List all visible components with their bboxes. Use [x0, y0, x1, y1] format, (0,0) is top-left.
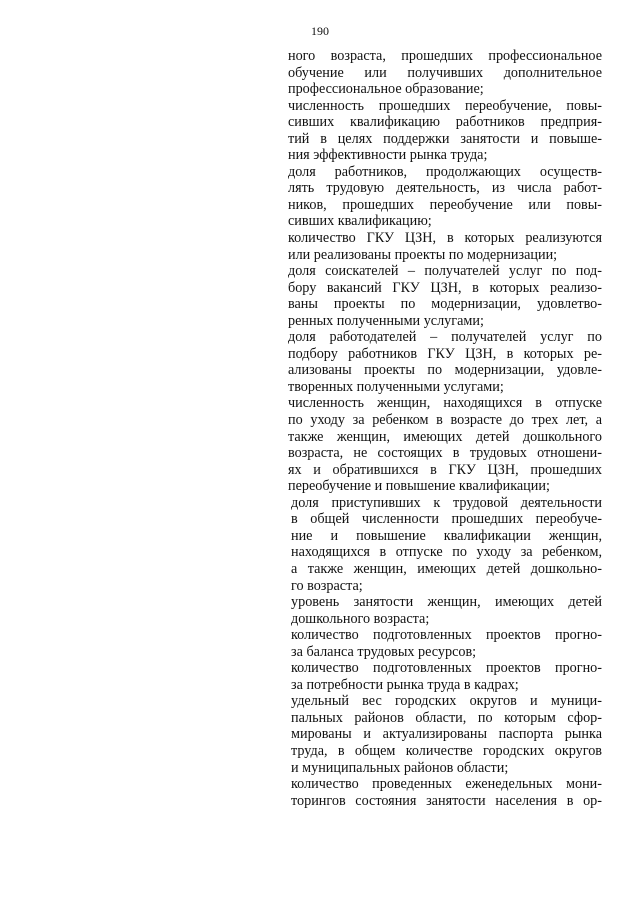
text-line: труда, в общем количестве городских округов [291, 742, 602, 759]
text-line: количество подготовленных проектов прогно- [291, 627, 602, 644]
text-line: количество ГКУ ЦЗН, в которых реализуются [288, 230, 602, 247]
text-line: доля работников, продолжающих осуществ- [288, 163, 602, 180]
document-body [288, 48, 602, 809]
text-line: за баланса трудовых ресурсов; [291, 643, 477, 660]
text-line: доля соискателей – получателей услуг по под- [288, 263, 602, 280]
text-line: подбору работников ГКУ ЦЗН, в которых ре- [288, 345, 602, 362]
text-line: обучение или получивших дополнительное [288, 64, 602, 81]
text-line: ализованы проекты по модернизации, удовле- [288, 362, 602, 379]
text-line: находящихся в отпуске по уходу за ребенком, [291, 544, 602, 561]
text-line: в общей численности прошедших переобуче- [291, 511, 602, 528]
text-line: или реализованы проекты по модернизации; [288, 246, 558, 263]
text-line: ников, прошедших переобучение или повы- [288, 196, 602, 213]
text-line: а также женщин, имеющих детей дошкольно- [291, 560, 602, 577]
text-line: ваны проекты по модернизации, удовлетво- [288, 296, 602, 313]
text-line: ния эффективности рынка труда; [288, 147, 488, 164]
text-line: пальных районов области, по которым сфор- [291, 709, 602, 726]
text-line: творенных полученными услугами; [288, 378, 504, 395]
text-line: ние и повышение квалификации женщин, [291, 527, 602, 544]
text-line: численность женщин, находящихся в отпуске [288, 395, 602, 412]
text-line: численность прошедших переобучение, повы- [288, 97, 602, 114]
text-line: сивших квалификацию работников предприя- [288, 114, 602, 131]
text-line: и муниципальных районов области; [291, 759, 509, 776]
text-line: доля приступивших к трудовой деятельности [291, 494, 602, 511]
text-line: возраста, не состоящих в трудовых отношени- [288, 445, 602, 462]
text-line: профессиональное образование; [288, 81, 484, 98]
text-line: по уходу за ребенком в возрасте до трех лет, а [288, 412, 602, 429]
text-line: ренных полученными услугами; [288, 312, 484, 329]
text-line: бору вакансий ГКУ ЦЗН, в которых реализо- [288, 279, 602, 296]
text-line: ного возраста, прошедших профессиональное [288, 48, 602, 64]
page-number: 190 [311, 24, 329, 38]
text-line: также женщин, имеющих детей дошкольного [288, 428, 602, 445]
text-line: ях и обратившихся в ГКУ ЦЗН, прошедших [288, 461, 602, 478]
text-line: уровень занятости женщин, имеющих детей [291, 594, 602, 611]
text-line: сивших квалификацию; [288, 213, 432, 230]
text-line: дошкольного возраста; [291, 610, 430, 627]
text-line: доля работодателей – получателей услуг по [288, 329, 602, 346]
text-line: лять трудовую деятельность, из числа работ- [288, 180, 602, 197]
text-line: удельный вес городских округов и муници- [291, 693, 602, 710]
text-line: за потребности рынка труда в кадрах; [291, 676, 519, 693]
text-line: количество подготовленных проектов прогно- [291, 660, 602, 677]
text-line: торингов состояния занятости населения в ор- [291, 792, 602, 809]
text-line: мированы и актуализированы паспорта рынка [291, 726, 602, 743]
text-line: тий в целях поддержки занятости и повыше- [288, 130, 602, 147]
text-line: количество проведенных еженедельных мони- [291, 776, 602, 793]
text-line: го возраста; [291, 577, 363, 594]
text-line: переобучение и повышение квалификации; [288, 478, 550, 495]
